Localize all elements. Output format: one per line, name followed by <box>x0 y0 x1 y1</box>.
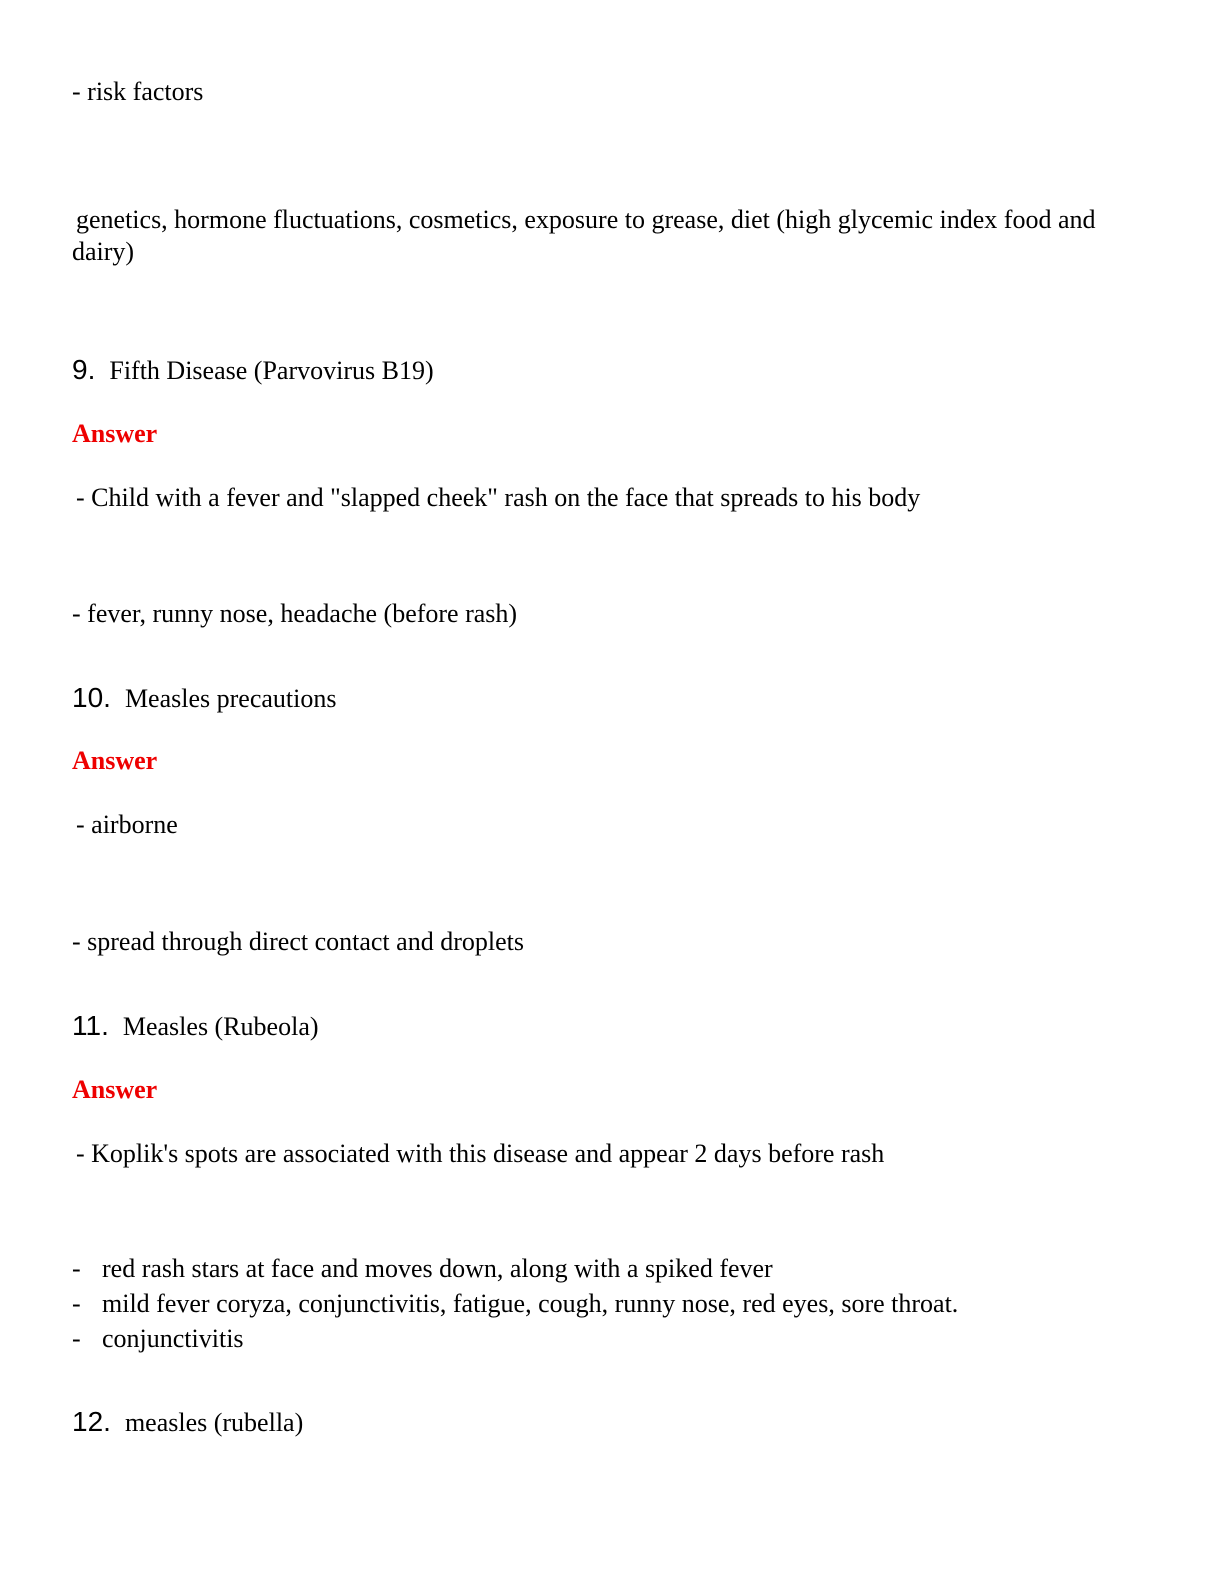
answer-label-10: Answer <box>72 746 158 775</box>
question-11-answer: - Koplik's spots are associated with this disease and appear 2 days before rash <box>76 1139 885 1168</box>
risk-factors-label: - risk factors <box>72 77 204 106</box>
answer-label-9: Answer <box>72 419 158 448</box>
bullet-dash: - <box>72 1289 81 1318</box>
question-9-number: 9. <box>72 354 96 385</box>
question-11-number: 11. <box>72 1010 109 1041</box>
question-10-answer: - airborne <box>76 810 178 839</box>
question-12-title: measles (rubella) <box>124 1408 304 1437</box>
bullet-dash: - <box>72 1254 81 1283</box>
question-11 <box>72 1010 319 1043</box>
question-10-title: Measles precautions <box>124 684 337 713</box>
question-11-title: Measles (Rubeola) <box>122 1012 319 1041</box>
question-10 <box>72 682 336 715</box>
question-12-number: 12. <box>72 1406 111 1437</box>
bullet-dash: - <box>72 1324 81 1353</box>
bullet-text: red rash stars at face and moves down, along with a spiked fever <box>102 1254 773 1283</box>
question-11-bullet <box>72 1288 958 1320</box>
question-9-title: Fifth Disease (Parvovirus B19) <box>109 356 434 385</box>
question-10-number: 10. <box>72 682 111 713</box>
question-9-note: - fever, runny nose, headache (before rash) <box>72 599 518 628</box>
question-11-bullet <box>72 1253 773 1285</box>
question-9-answer: - Child with a fever and "slapped cheek" rash on the face that spreads to his body <box>76 483 921 512</box>
risk-factors-text: genetics, hormone fluctuations, cosmetics, exposure to grease, diet (high glycemic index food and dairy) <box>72 205 1096 266</box>
answer-label-11: Answer <box>72 1075 158 1104</box>
question-11-bullet <box>72 1323 244 1355</box>
bullet-text: mild fever coryza, conjunctivitis, fatigue, cough, runny nose, red eyes, sore throat. <box>102 1289 959 1318</box>
question-12 <box>72 1406 303 1439</box>
question-10-note: - spread through direct contact and droplets <box>72 927 524 956</box>
bullet-text: conjunctivitis <box>102 1324 244 1353</box>
question-9 <box>72 354 434 387</box>
